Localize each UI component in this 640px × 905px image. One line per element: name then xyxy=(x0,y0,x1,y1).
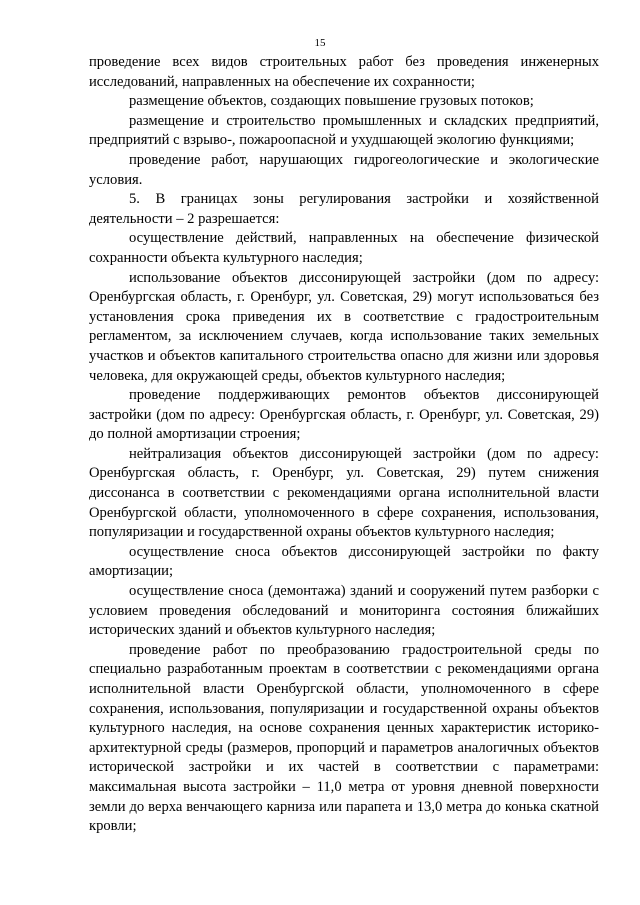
paragraph-5: 5. В границах зоны регулирования застройки и хозяйственной деятельности – 2 разрешается: xyxy=(89,191,599,227)
paragraph-4: проведение работ, нарушающих гидрогеологические и экологические условия. xyxy=(89,151,599,188)
paragraph-8: проведение поддерживающих ремонтов объектов диссонирующей застройки (дом по адресу: Оренбургская область, г. Оренбург, ул. Советская, 29) до полной амортизации строения; xyxy=(89,387,599,443)
page-number: 15 xyxy=(314,37,326,49)
paragraph-2: размещение объектов, создающих повышение грузовых потоков; xyxy=(129,93,534,110)
paragraph-6: осуществление действий, направленных на обеспечение физической сохранности объекта культурного наследия; xyxy=(89,230,599,266)
paragraph-10: осуществление сноса объектов диссонирующей застройки по факту амортизации; xyxy=(89,543,599,580)
document-body xyxy=(89,53,599,837)
paragraph-3: размещение и строительство промышленных и складских предприятий, предприятий с взрыво-, пожароопасной и ухудшающей экологию функциями; xyxy=(89,112,599,149)
paragraph-1: проведение всех видов строительных работ без проведения инженерных исследований, направленных на обеспечение их сохранности; xyxy=(89,54,599,90)
paragraph-11: осуществление сноса (демонтажа) зданий и сооружений путем разборки с условием проведения обследований и мониторинга состояния ближайших исторических зданий и объектов культурного наследия; xyxy=(89,583,599,639)
paragraph-12: проведение работ по преобразованию градостроительной среды по специально разработанным проектам в соответствии с рекомендациями органа исполнительной власти Оренбургской области, уполномоченного в сфере сохранения, использования, популяризации и государственной охраны объектов культурного наследия, на основе сохранения ценных характеристик историко-архитектурной среды (размеров, пропорций и параметров аналогичных объектов исторической застройки и их частей в соответствии с параметрами: максимальная высота застройки – 11,0 метра от уровня дневной поверхности земли до верха венчающего карниза или парапета и 13,0 метра до конька скатной кровли; xyxy=(89,641,599,835)
paragraph-7: использование объектов диссонирующей застройки (дом по адресу: Оренбургская область, г. Оренбург, ул. Советская, 29) могут использоваться без установления срока приведения их в соответствие с градостроительным регламентом, за исключением случаев, когда использование таких земельных участков и объектов капитального строительства опасно для жизни или здоровья человека, для окружающей среды, объектов культурного наследия; xyxy=(89,269,599,384)
paragraph-9: нейтрализация объектов диссонирующей застройки (дом по адресу: Оренбургская область, г. Оренбург, ул. Советская, 29) путем снижения диссонанса в соответствии с рекомендациями органа исполнительной власти Оренбургской области, уполномоченного в сфере сохранения, использования, популяризации и государственной охраны объектов культурного наследия; xyxy=(89,445,599,541)
